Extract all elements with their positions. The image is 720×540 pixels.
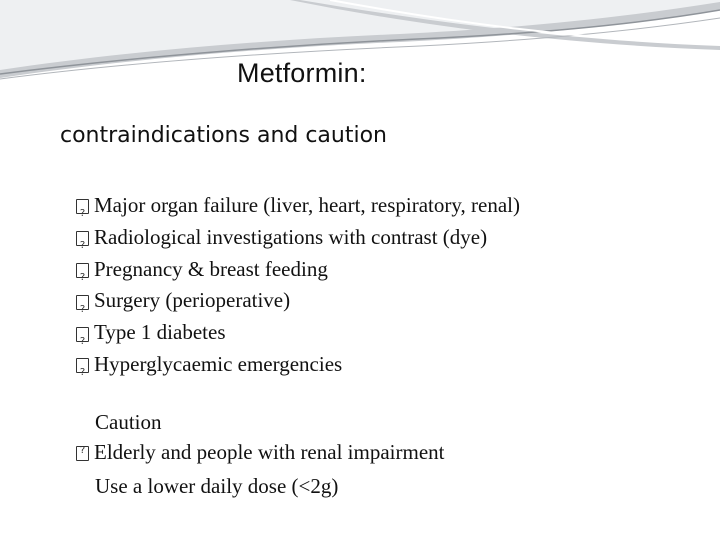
- list-item-text: Radiological investigations with contrast (dye): [94, 224, 488, 249]
- list-item-text: Type 1 diabetes: [94, 320, 226, 345]
- list-item-text: Major organ failure (liver, heart, respiratory, renal): [94, 193, 520, 217]
- list-item: [76, 254, 520, 286]
- missing-glyph-box-icon: [76, 446, 89, 461]
- missing-glyph-box-icon: [76, 327, 89, 342]
- missing-glyph-box-icon: [76, 199, 89, 214]
- missing-glyph-box-icon: [76, 358, 89, 373]
- list-item: [76, 190, 520, 222]
- slide-subtitle: contraindications and caution: [60, 123, 388, 148]
- list-item: [76, 285, 520, 317]
- list-item-text: Pregnancy & breast feeding: [94, 256, 328, 281]
- caution-item-text: Elderly and people with renal impairment: [94, 440, 445, 464]
- missing-glyph-box-icon: [76, 263, 89, 278]
- list-item-text: Hyperglycaemic emergencies: [94, 351, 343, 376]
- missing-glyph-box-icon: [76, 231, 89, 246]
- list-item: [76, 317, 520, 349]
- caution-heading: Caution: [95, 410, 162, 434]
- missing-glyph-box-icon: [76, 295, 89, 310]
- caution-dose-note: Use a lower daily dose (<2g): [95, 474, 339, 498]
- list-item: [76, 222, 520, 254]
- caution-item: [76, 440, 444, 465]
- list-item: [76, 349, 520, 381]
- list-item-text: Surgery (perioperative): [94, 288, 291, 313]
- slide-title: Metformin:: [237, 58, 367, 88]
- contraindication-list: [76, 190, 520, 381]
